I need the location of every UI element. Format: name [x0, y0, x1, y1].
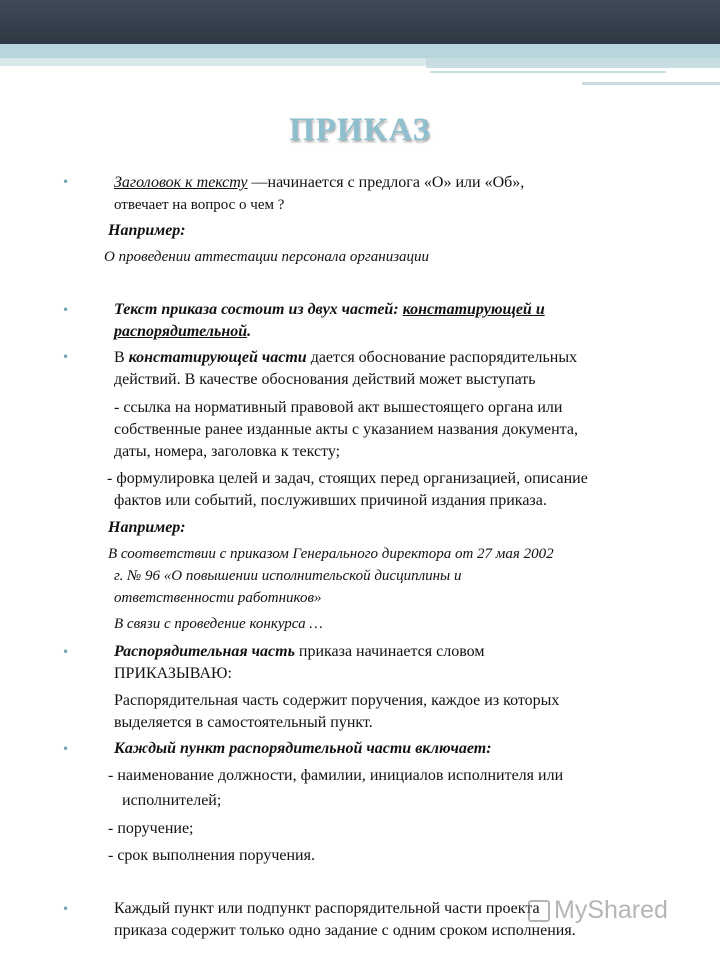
header-line — [582, 82, 720, 85]
example-line1: В соответствии с приказом Генерального директора от 27 мая 2002 — [108, 546, 554, 562]
header-band-teal — [0, 44, 720, 58]
s6-line1: Каждый пункт или подпункт распорядительной части проекта — [114, 900, 540, 917]
s3-d2-line2: фактов или событий, послуживших причиной издания приказа. — [114, 492, 547, 509]
example-text: О проведении аттестации персонала организации — [104, 249, 430, 265]
bullet: • — [62, 645, 70, 659]
bullet: • — [62, 303, 70, 317]
s3-d1-line1: - ссылка на нормативный правовой акт вышестоящего органа или — [114, 399, 563, 416]
s2-line1: Текст приказа состоит из двух частей: констатирующей и — [114, 301, 545, 318]
header-band-right — [426, 58, 720, 68]
example-line2: г. № 96 «О повышении исполнительской дисциплины и — [114, 568, 462, 584]
s2-line2: распорядительной. — [114, 323, 252, 340]
s3-d1-line3: даты, номера, заголовка к тексту; — [114, 443, 341, 460]
s3-line1: В констатирующей части дается обоснование распорядительных — [114, 349, 578, 366]
example-label: Например: — [108, 222, 186, 239]
s5-d3: - срок выполнения поручения. — [108, 847, 315, 864]
bullet: • — [62, 350, 70, 364]
example-line4: В связи с проведение конкурса … — [114, 616, 323, 632]
bullet: • — [62, 902, 70, 916]
s3-line2: действий. В качестве обоснования действий может выступать — [114, 371, 536, 388]
watermark-logo: MyShared — [528, 896, 668, 925]
s4-para-line1: Распорядительная часть содержит поручения, каждое из которых — [114, 692, 560, 709]
example-label: Например: — [108, 519, 186, 536]
s4-line2: ПРИКАЗЫВАЮ: — [114, 665, 232, 682]
header-line — [430, 71, 666, 73]
header-band-light — [0, 58, 430, 66]
s5-d2: - поручение; — [108, 820, 194, 837]
header-band-dark — [0, 0, 720, 44]
s1-line1: Заголовок к тексту —начинается с предлога «О» или «Об», — [114, 174, 525, 191]
page-title: ПРИКАЗ — [289, 112, 431, 148]
s5-d1-line1: - наименование должности, фамилии, инициалов исполнителя или — [108, 767, 564, 784]
s1-line2: отвечает на вопрос о чем ? — [114, 197, 285, 213]
s4-para-line2: выделяется в самостоятельный пункт. — [114, 714, 373, 731]
example-line3: ответственности работников» — [114, 590, 322, 606]
s3-d2-line1: - формулировка целей и задач, стоящих перед организацией, описание — [107, 470, 588, 487]
bullet: • — [62, 742, 70, 756]
s3-d1-line2: собственные ранее изданные акты с указанием названия документа, — [114, 421, 578, 438]
s6-line2: приказа содержит только одно задание с одним сроком исполнения. — [114, 922, 576, 939]
s5-d1-line2: исполнителей; — [122, 792, 222, 809]
bullet: • — [62, 175, 70, 189]
logo-icon — [528, 900, 550, 922]
s5-heading: Каждый пункт распорядительной части включает: — [114, 740, 492, 757]
s4-line1: Распорядительная часть приказа начинается словом — [114, 643, 485, 660]
